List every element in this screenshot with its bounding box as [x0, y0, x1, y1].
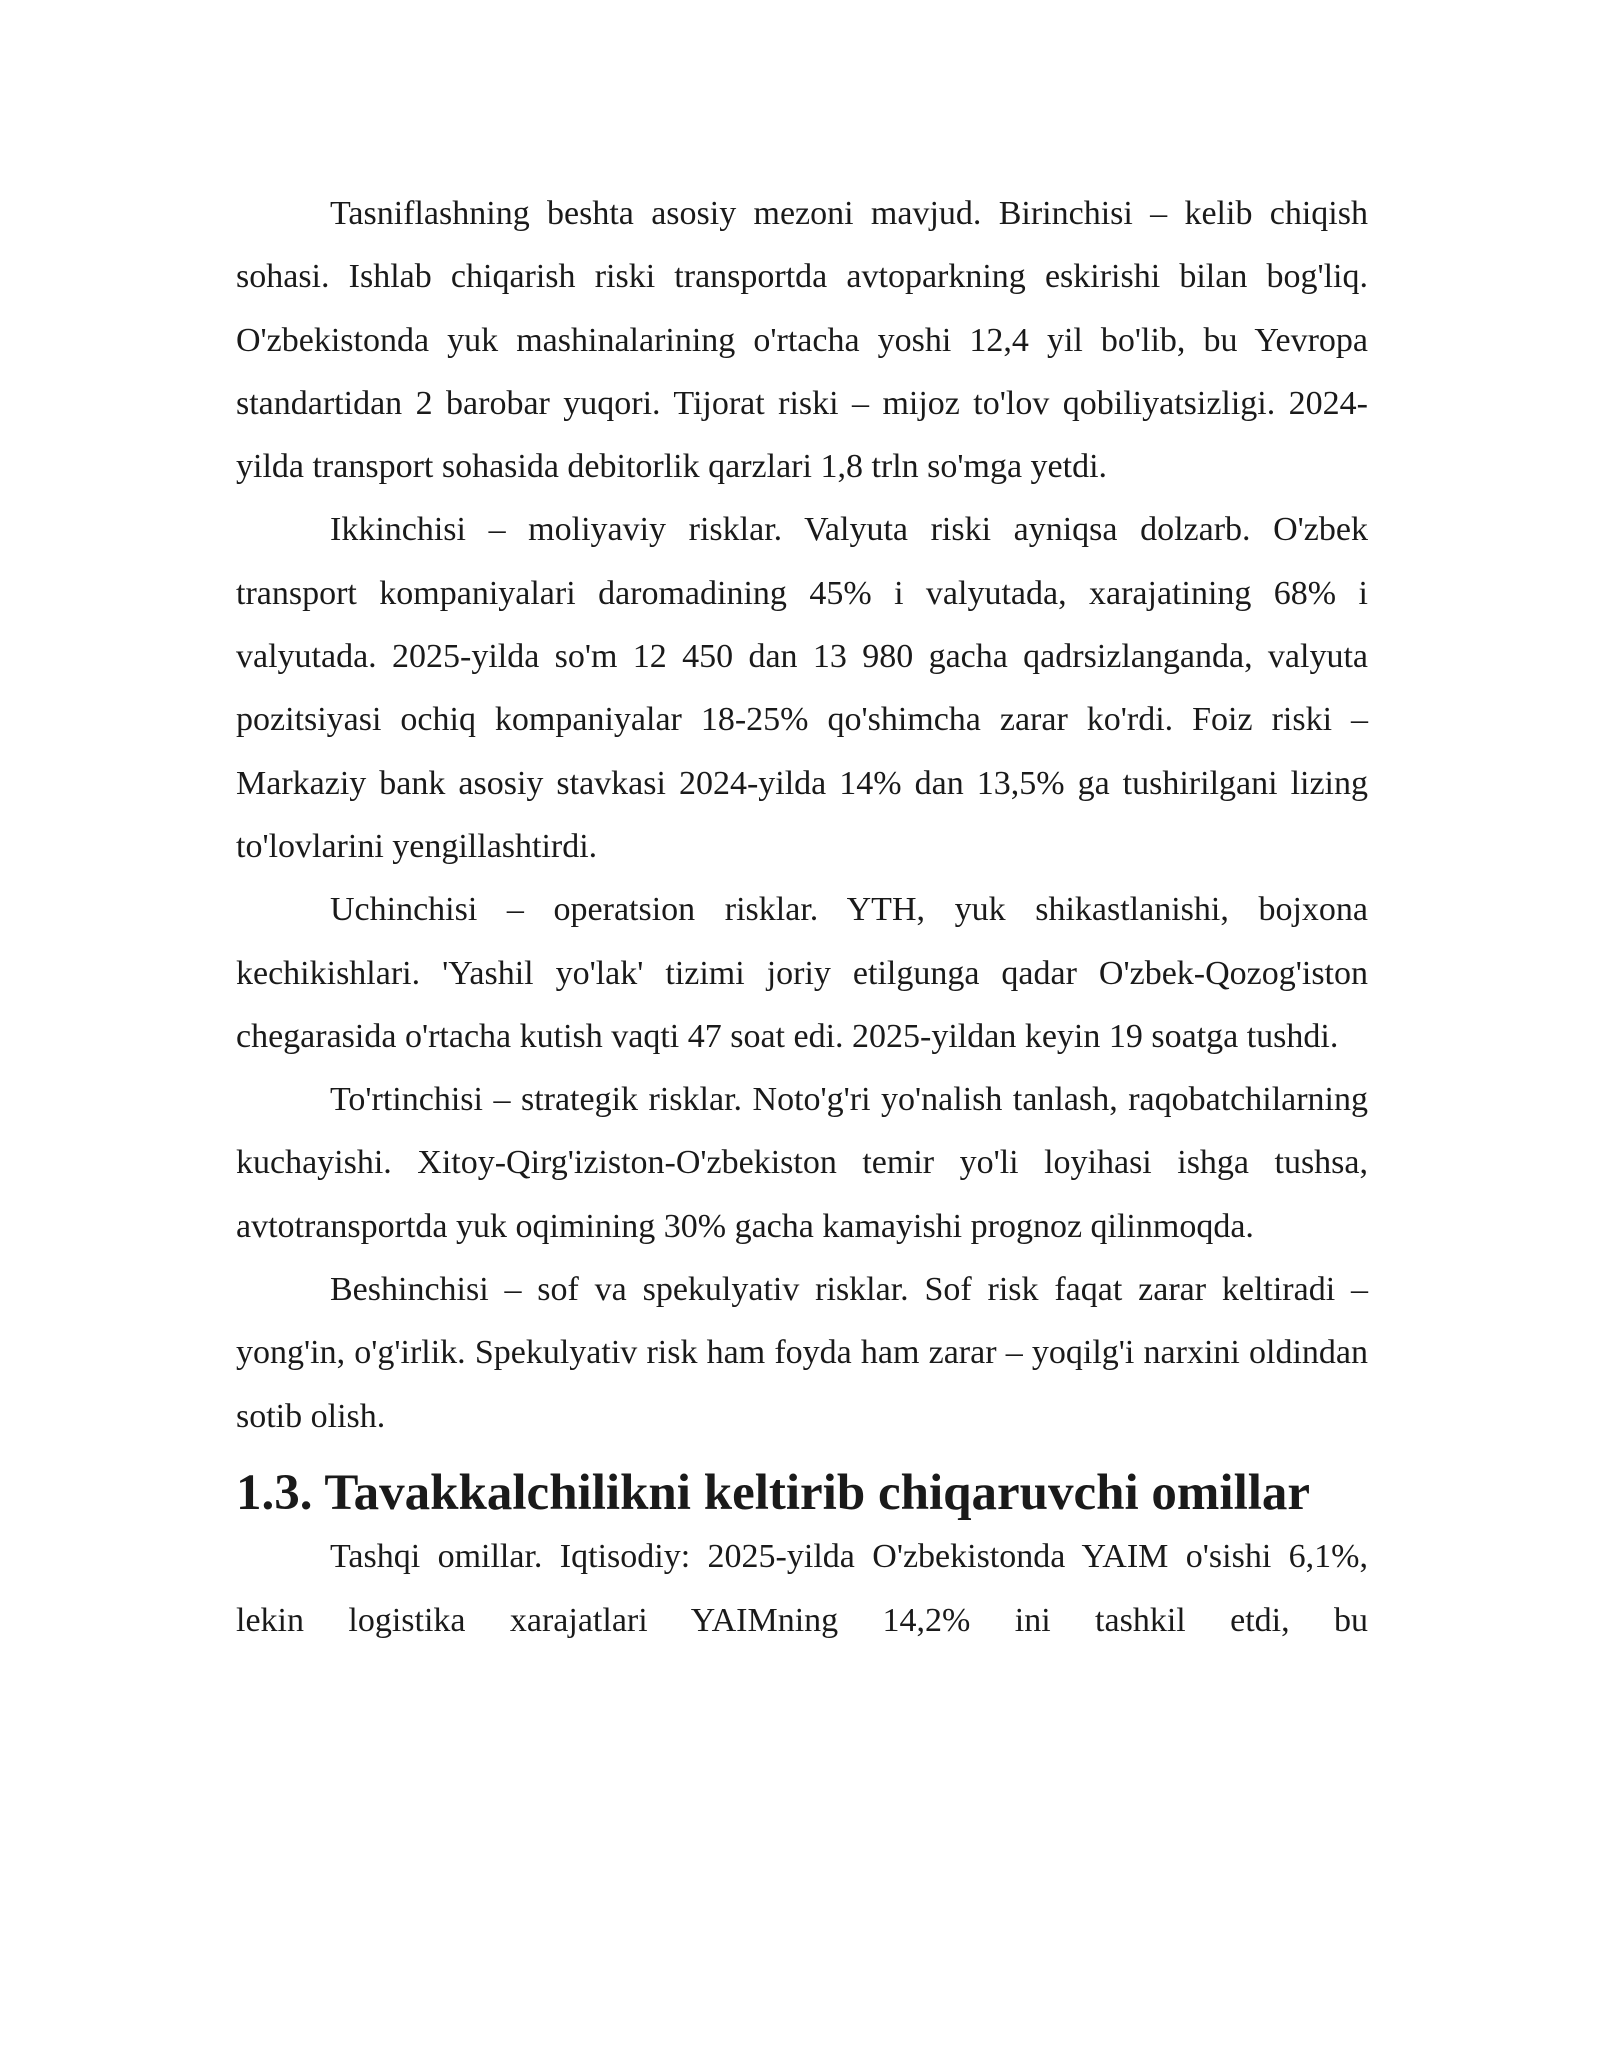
paragraph-strategic-risks: To'rtinchisi – strategik risklar. Noto'g'ri yo'nalish tanlash, raqobatchilarning kuchayishi. Xitoy-Qirg'iziston-O'zbekiston temir yo'li loyihasi ishga tushsa, avtotransportda yuk oqimining 30% gacha kamayishi prognoz qilinmoqda.	[236, 1081, 1368, 1245]
paragraph-pure-speculative-risks: Beshinchisi – sof va spekulyativ risklar. Sof risk faqat zarar keltiradi – yong'in, o'g'irlik. Spekulyativ risk ham foyda ham zarar – yoqilg'i narxini oldindan sotib olish.	[236, 1271, 1368, 1435]
paragraph-financial-risks: Ikkinchisi – moliyaviy risklar. Valyuta riski ayniqsa dolzarb. O'zbek transport kompaniyalari daromadining 45% i valyutada, xarajatining 68% i valyutada. 2025-yilda so'm 12 450 dan 13 980 gacha qadrsizlanganda, valyuta pozitsiyasi ochiq kompaniyalar 18-25% qo'shimcha zarar ko'rdi. Foiz riski – Markaziy bank asosiy stavkasi 2024-yilda 14% dan 13,5% ga tushirilgani lizing to'lovlarini yengillashtirdi.	[236, 511, 1368, 865]
document-body	[236, 182, 1368, 1652]
section-heading: 1.3. Tavakkalchilikni keltirib chiqaruvchi omillar	[236, 1464, 1311, 1521]
paragraph-external-factors: Tashqi omillar. Iqtisodiy: 2025-yilda O'zbekistonda YAIM o'sishi 6,1%, lekin logistika xarajatlari YAIMning 14,2% ini tashkil etdi, bu	[236, 1538, 1368, 1639]
paragraph-classification-origin: Tasniflashning beshta asosiy mezoni mavjud. Birinchisi – kelib chiqish sohasi. Ishlab chiqarish riski transportda avtoparkning eskirishi bilan bog'liq. O'zbekistonda yuk mashinalarining o'rtacha yoshi 12,4 yil bo'lib, bu Yevropa standartidan 2 barobar yuqori. Tijorat riski – mijoz to'lov qobiliyatsizligi. 2024-yilda transport sohasida debitorlik qarzlari 1,8 trln so'mga yetdi.	[236, 195, 1368, 486]
paragraph-operational-risks: Uchinchisi – operatsion risklar. YTH, yuk shikastlanishi, bojxona kechikishlari. 'Yashil yo'lak' tizimi joriy etilgunga qadar O'zbek-Qozog'iston chegarasida o'rtacha kutish vaqti 47 soat edi. 2025-yildan keyin 19 soatga tushdi.	[236, 891, 1368, 1055]
